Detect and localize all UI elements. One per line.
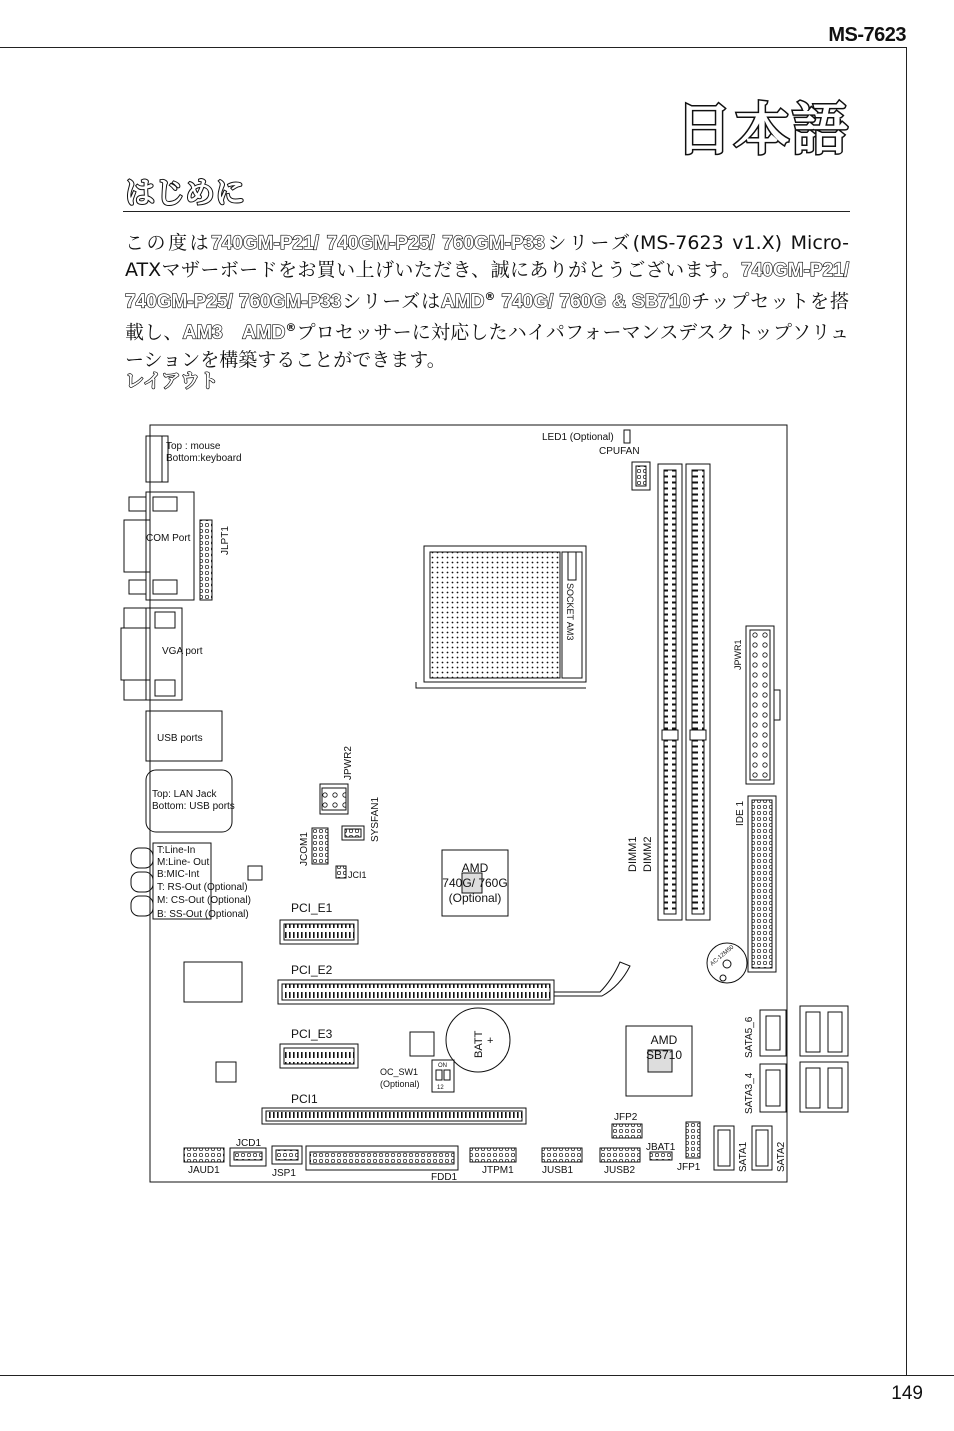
label-dimm2: DIMM2 <box>642 836 654 872</box>
label-socket: SOCKET AM3 <box>565 583 575 641</box>
sata2-connector <box>752 1126 772 1170</box>
jtpm1-header <box>470 1148 516 1162</box>
label-sb710: SB710 <box>645 1048 683 1062</box>
label-jbat1: JBAT1 <box>646 1142 676 1153</box>
ps2-connector <box>146 436 162 482</box>
label-jsp1: JSP1 <box>272 1168 296 1179</box>
label-com-port: COM Port <box>146 533 191 544</box>
label-pci-e3: PCI_E3 <box>291 1027 333 1041</box>
jci1-header <box>336 866 346 878</box>
label-jci1: JCI1 <box>348 870 367 880</box>
board-outline <box>150 425 787 1182</box>
label-amd-sb: AMD <box>650 1033 678 1047</box>
layout-heading: レイアウト <box>125 370 219 392</box>
sata3-4-connector <box>760 1064 786 1112</box>
section-heading: はじめに <box>125 176 245 211</box>
label-batt: BATT <box>473 1030 485 1058</box>
label-fdd1: FDD1 <box>431 1172 458 1183</box>
label-audio-3: B:MIC-Int <box>157 869 200 880</box>
jfp2-header <box>612 1124 642 1138</box>
jaud1-header <box>184 1148 224 1162</box>
label-jtpm1: JTPM1 <box>482 1165 514 1176</box>
label-vga-port: VGA port <box>162 646 203 657</box>
label-oc-sw1: OC_SW1 <box>380 1067 419 1077</box>
label-lan-bottom: Bottom: USB ports <box>152 801 235 812</box>
label-audio-1: T:Line-In <box>157 845 196 856</box>
label-audio-5: M: CS-Out (Optional) <box>157 895 251 906</box>
label-dimm1: DIMM1 <box>627 836 639 872</box>
label-jfp2: JFP2 <box>614 1112 638 1123</box>
label-jusb2: JUSB2 <box>604 1165 636 1176</box>
label-audio-4: T: RS-Out (Optional) <box>157 882 248 893</box>
label-amd-740g: 740G/ 760G <box>442 876 508 890</box>
jbat1-header <box>650 1152 672 1160</box>
label-jpwr1: JPWR1 <box>733 639 743 670</box>
jlpt1-header <box>200 520 212 600</box>
jusb2-header <box>600 1148 640 1162</box>
jusb1-header <box>542 1148 582 1162</box>
label-jcom1: JCOM1 <box>299 832 310 866</box>
label-pci-e1: PCI_E1 <box>291 901 333 915</box>
page-title: 日本語 <box>676 98 850 163</box>
label-keyboard: Bottom:keyboard <box>166 453 242 464</box>
label-usb-ports: USB ports <box>157 733 203 744</box>
sata1-connector <box>714 1126 734 1170</box>
label-sata3-4: SATA3_4 <box>744 1072 755 1114</box>
label-mouse: Top : mouse <box>166 441 221 452</box>
label-sata2: SATA2 <box>776 1141 787 1172</box>
label-cpufan: CPUFAN <box>599 446 640 457</box>
label-batt-plus: + <box>487 1035 494 1047</box>
label-dip-12: 12 <box>437 1085 444 1091</box>
label-led1: LED1 (Optional) <box>542 432 614 443</box>
label-sata5-6: SATA5_6 <box>744 1016 755 1058</box>
label-jfp1: JFP1 <box>677 1162 701 1173</box>
label-oc-sw1-optional: (Optional) <box>380 1079 420 1089</box>
page-number: 149 <box>891 1383 923 1404</box>
label-amd-nb: AMD <box>461 861 489 875</box>
label-sata1: SATA1 <box>738 1141 749 1172</box>
led1 <box>624 430 630 443</box>
label-audio-6: B: SS-Out (Optional) <box>157 909 249 920</box>
sata5-6-connector <box>760 1010 786 1056</box>
jcom1-header <box>312 828 328 864</box>
label-jcd1: JCD1 <box>236 1138 262 1149</box>
label-audio-2: M:Line- Out <box>157 857 210 868</box>
model-number: MS-7623 <box>828 24 906 46</box>
label-jlpt1: JLPT1 <box>220 526 231 555</box>
label-dip-on: ON <box>438 1063 447 1069</box>
label-capacitor: AC-12M50 <box>709 944 736 968</box>
jfp1-header <box>686 1122 700 1158</box>
label-pci-e2: PCI_E2 <box>291 963 333 977</box>
label-jaud1: JAUD1 <box>188 1165 220 1176</box>
label-amd-optional: (Optional) <box>448 891 502 905</box>
label-pci1: PCI1 <box>291 1092 318 1106</box>
label-ide1: IDE 1 <box>735 800 746 826</box>
intro-paragraph: この度は740GM-P21/ 740GM-P25/ 760GM-P33シリーズ(MS-7623 v1.X) Micro-ATXマザーボードをお買い上げいただき、誠にありがとうございます。740GM-P21/ 740GM-P25/ 760GM-P33シリーズはAMD® 740G/ 760G & SB710チップセットを搭載し、AM3 AMD®プロセッサーに対応したハイパフォーマンスデスクトップソリューションを構築することができます。 <box>125 232 849 371</box>
label-jpwr2: JPWR2 <box>343 746 354 780</box>
label-jusb1: JUSB1 <box>542 1165 574 1176</box>
label-sysfan1: SYSFAN1 <box>370 796 381 842</box>
label-lan-top: Top: LAN Jack <box>152 789 217 800</box>
